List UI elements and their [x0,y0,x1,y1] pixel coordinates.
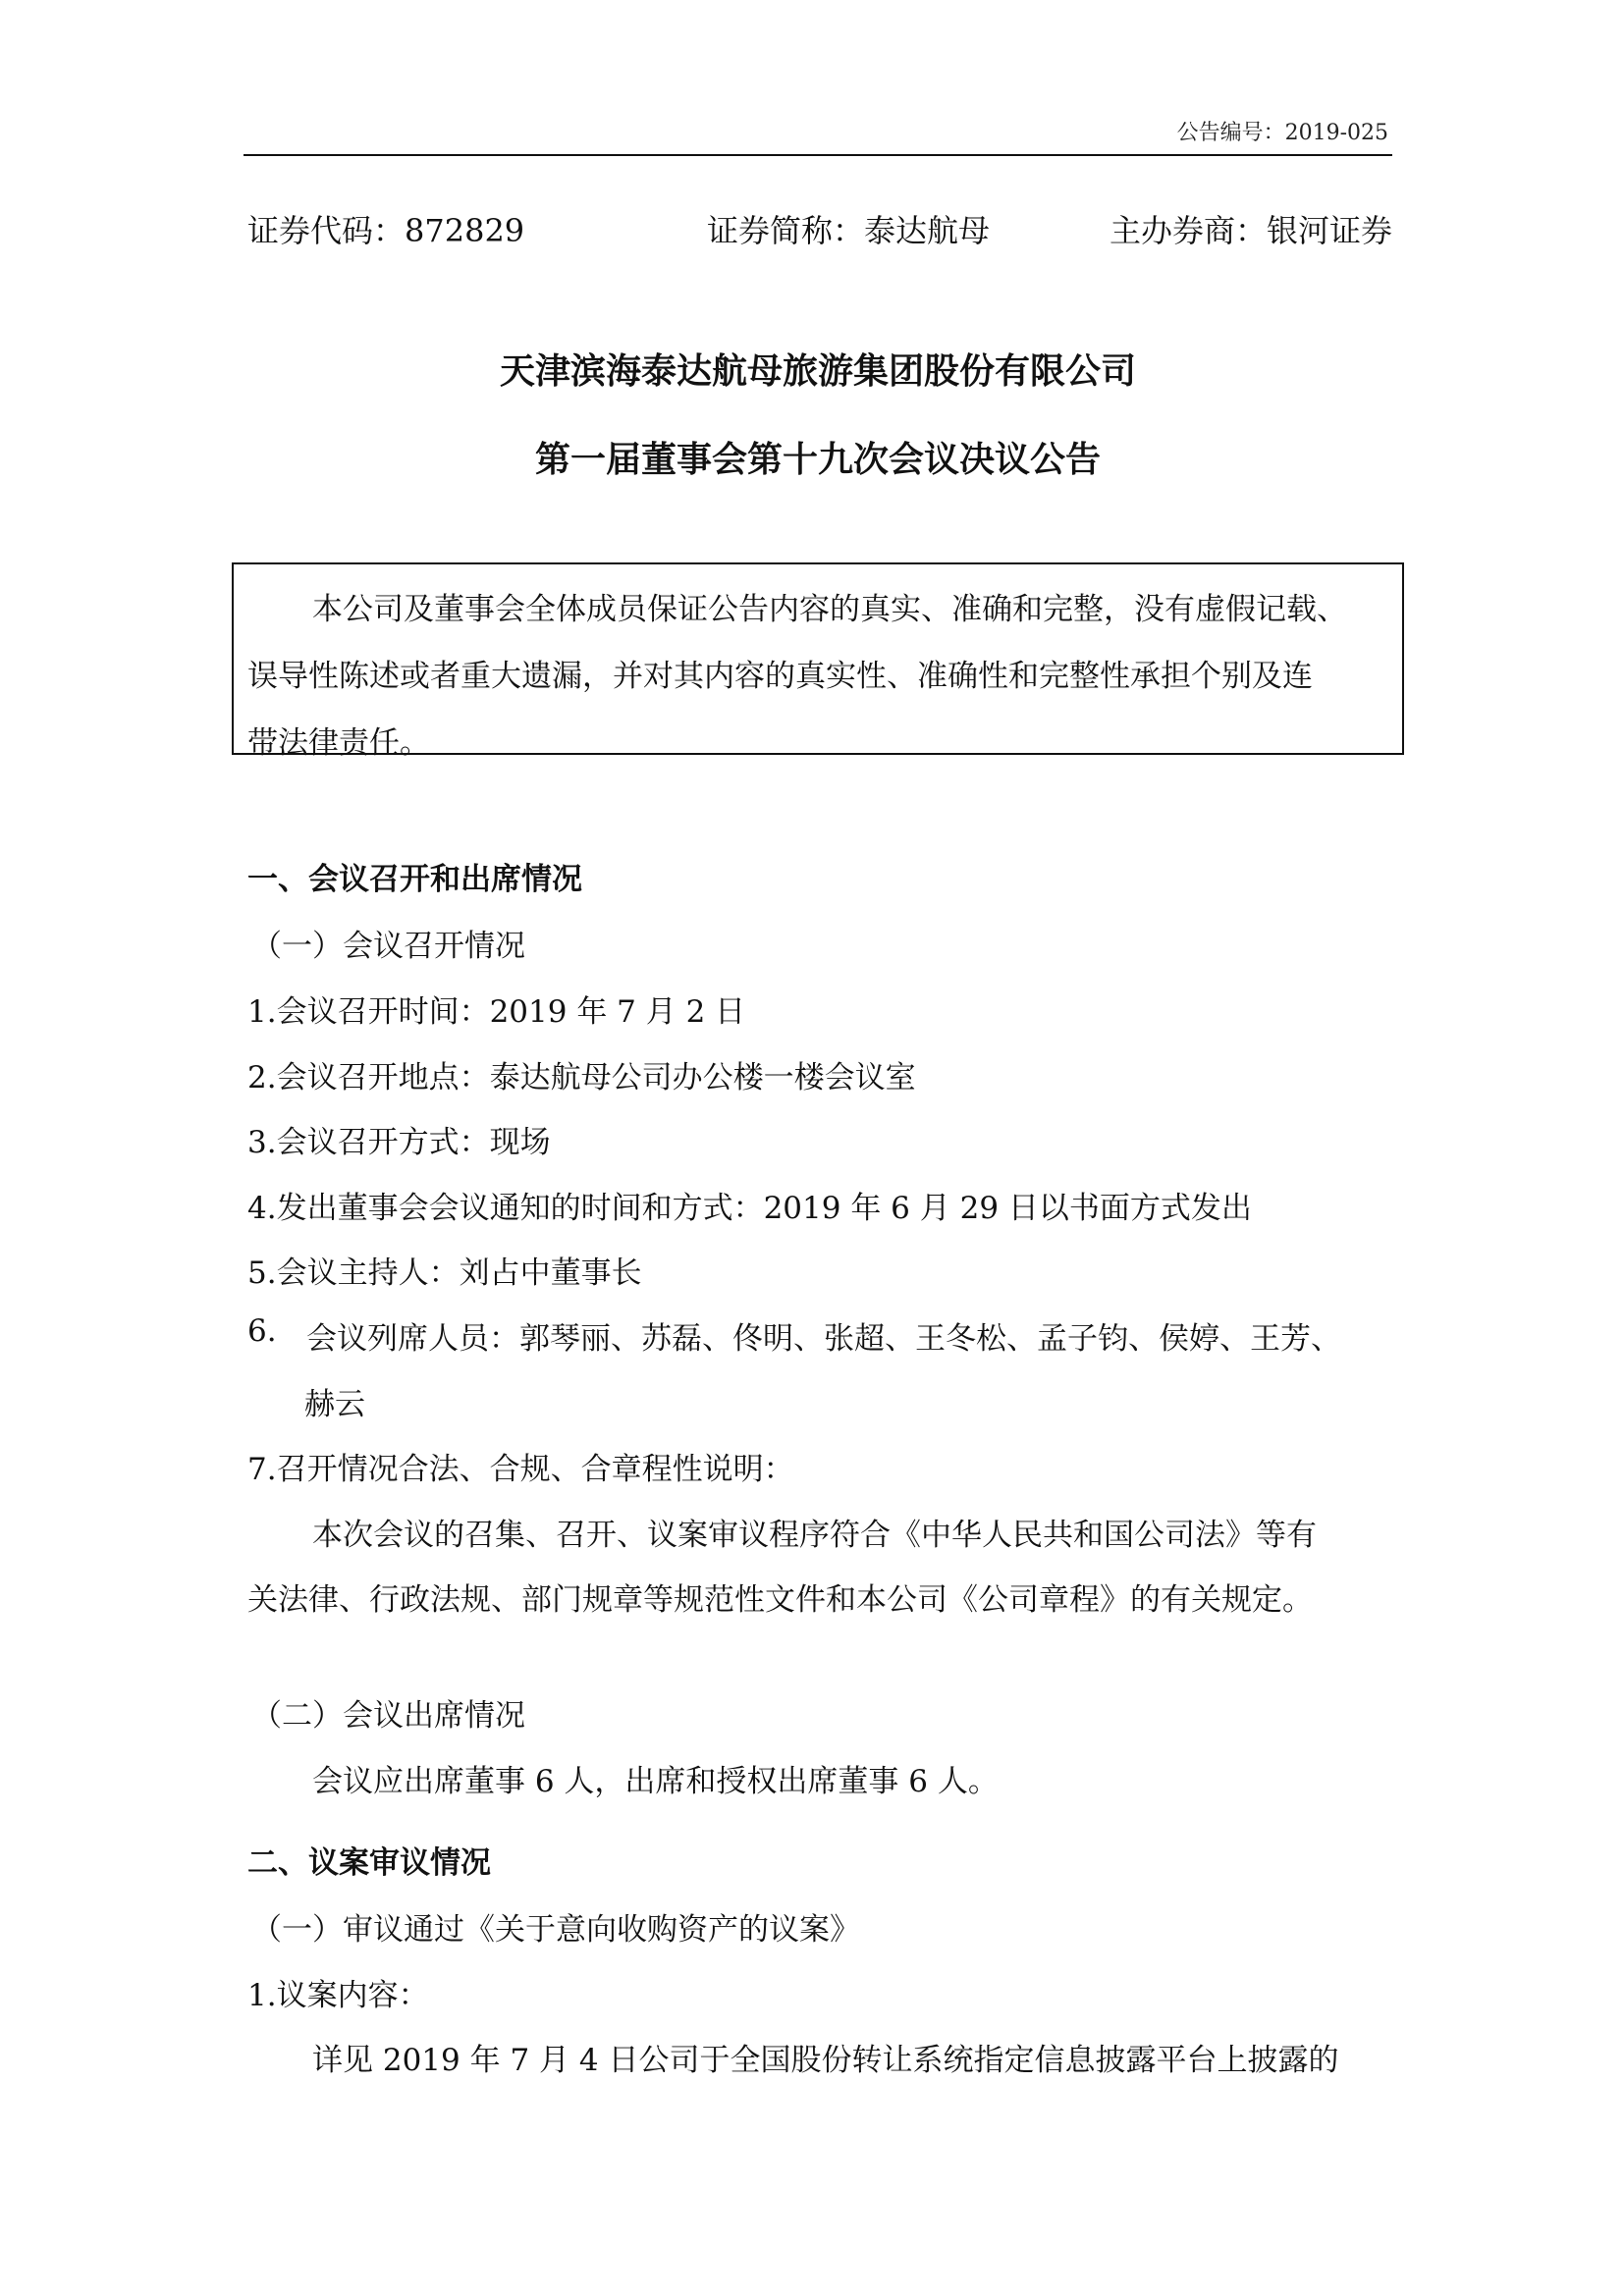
disclaimer-line: 误导性陈述或者重大遗漏，并对其内容的真实性、准确性和完整性承担个别及连 [247,659,1313,694]
legality-text: 关法律、行政法规、部门规章等规范性文件和本公司《公司章程》的有关规定。 [247,1582,1313,1618]
attendance-text: 会议应出席董事 6 人，出席和授权出席董事 6 人。 [312,1764,999,1799]
securities-code: 证券代码：872829 [247,212,525,249]
meeting-time: 1.会议召开时间：2019 年 7 月 2 日 [247,994,746,1030]
securities-info-row [247,206,1392,255]
section2-subheading-1: （一）审议通过《关于意向收购资产的议案》 [251,1912,860,1948]
proposal-content-heading: 1.议案内容： [247,1978,429,2013]
securities-short-name: 证券简称：泰达航母 [707,212,991,249]
disclaimer-box [232,562,1404,761]
attendees-line: 会议列席人员：郭琴丽、苏磊、佟明、张超、王冬松、孟子钧、侯婷、王芳、 [306,1321,1341,1357]
attendees-line: 赫云 [304,1387,365,1422]
attendees-number: 6. [247,1313,277,1349]
section1-heading: 一、会议召开和出席情况 [247,862,582,897]
meeting-host: 5.会议主持人：刘占中董事长 [247,1255,642,1291]
meeting-method: 3.会议召开方式：现场 [247,1125,551,1160]
disclaimer-line: 本公司及董事会全体成员保证公告内容的真实、准确和完整，没有虚假记载、 [312,592,1347,627]
notice-number: 公告编号：2019-025 [1176,121,1388,145]
announcement-title: 第一届董事会第十九次会议决议公告 [534,440,1101,480]
section1-subheading-1: （一）会议召开情况 [251,929,525,964]
section2-heading: 二、议案审议情况 [247,1845,491,1881]
header-divider [244,154,1392,156]
disclaimer-line: 带法律责任。 [247,725,430,761]
legality-text: 本次会议的召集、召开、议案审议程序符合《中华人民共和国公司法》等有 [312,1518,1317,1553]
section1-subheading-2: （二）会议出席情况 [251,1698,525,1734]
notice-time-method: 4.发出董事会会议通知的时间和方式：2019 年 6 月 29 日以书面方式发出 [247,1191,1252,1226]
meeting-location: 2.会议召开地点：泰达航母公司办公楼一楼会议室 [247,1060,916,1095]
proposal-content-text: 详见 2019 年 7 月 4 日公司于全国股份转让系统指定信息披露平台上披露的 [312,2043,1339,2078]
legality-heading: 7.召开情况合法、合规、合章程性说明： [247,1452,794,1487]
securities-broker: 主办券商：银河证券 [1109,212,1392,249]
company-title: 天津滨海泰达航母旅游集团股份有限公司 [499,351,1136,392]
